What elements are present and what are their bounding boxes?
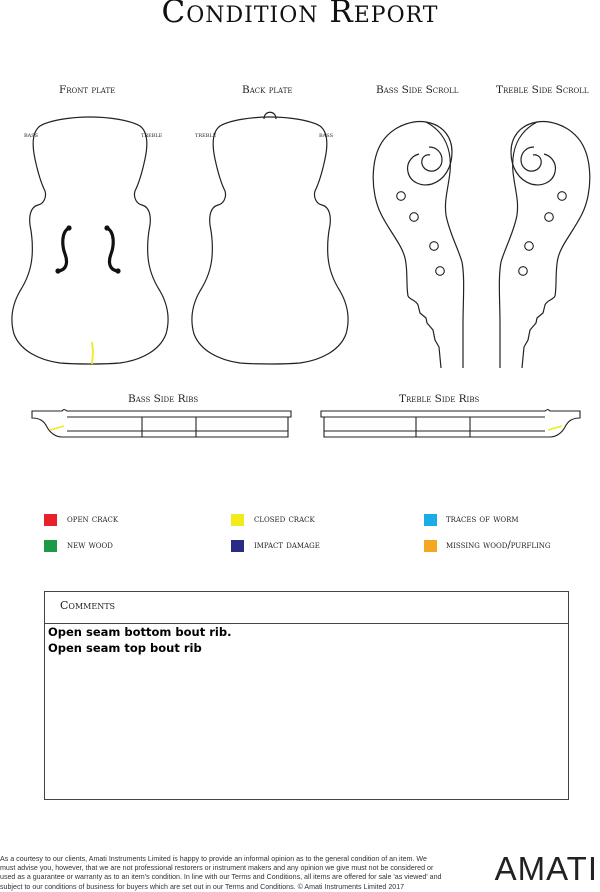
new-wood-swatch [44, 540, 57, 552]
open-crack-swatch [44, 514, 57, 526]
front-plate-label: Front plate [59, 84, 116, 96]
report-title: Condition Report [161, 0, 439, 30]
bass-side-ribs-label: Bass Side Ribs [128, 393, 199, 405]
impact-damage-swatch [231, 540, 244, 552]
f-holes [58, 228, 118, 271]
comments-header [45, 592, 568, 624]
front-bass-label: bass [24, 130, 39, 139]
traces-of-worm-swatch [424, 514, 437, 526]
open-crack-label: open crack [67, 514, 119, 525]
back-treble-label: treble [195, 130, 217, 139]
closed-crack-swatch [231, 514, 244, 526]
missing-wood-label: missing wood/purfling [446, 540, 551, 551]
open-seam-mark-bass [50, 426, 64, 430]
back-plate-outline [192, 117, 348, 364]
bass-side-scroll [373, 122, 463, 368]
treble-side-ribs [321, 410, 580, 438]
treble-side-ribs-label: Treble Side Ribs [399, 393, 480, 405]
bass-side-ribs [32, 410, 291, 438]
closed-crack-mark [92, 342, 93, 364]
comments-heading: Comments [60, 599, 116, 612]
treble-side-scroll-label: Treble Side Scroll [496, 84, 589, 96]
impact-damage-label: impact damage [254, 540, 320, 551]
front-plate-outline [12, 117, 168, 364]
amati-logo: AMATI [494, 850, 598, 887]
bass-side-scroll-label: Bass Side Scroll [376, 84, 459, 96]
comment-line: Open seam bottom bout rib. [48, 625, 232, 639]
closed-crack-label: closed crack [254, 514, 315, 525]
treble-side-scroll [499, 122, 589, 368]
comments-box [44, 591, 569, 800]
back-plate-label: Back plate [242, 84, 293, 96]
missing-wood-swatch [424, 540, 437, 552]
new-wood-label: new wood [67, 540, 113, 551]
back-plate-button [264, 112, 276, 119]
open-seam-mark-treble [548, 426, 562, 430]
footer-disclaimer: As a courtesy to our clients, Amati Instruments Limited is happy to provide an informal opinion as to the general condition of an item. We must advise you, however, that we are not professional restorers or instrument makers and any opinion we give must not be considered or used as a guarantee or warranty as to an item's condition. In line with our Terms and Conditions, all items are offered for sale 'as viewed' and subject to our conditions of business for buyers which are set out in our Terms and Conditions. © Amati Instruments Limited 2017 [0, 855, 442, 891]
back-bass-label: bass [319, 130, 334, 139]
traces-of-worm-label: traces of worm [446, 514, 519, 525]
front-treble-label: treble [141, 130, 163, 139]
comment-line: Open seam top bout rib [48, 641, 202, 655]
